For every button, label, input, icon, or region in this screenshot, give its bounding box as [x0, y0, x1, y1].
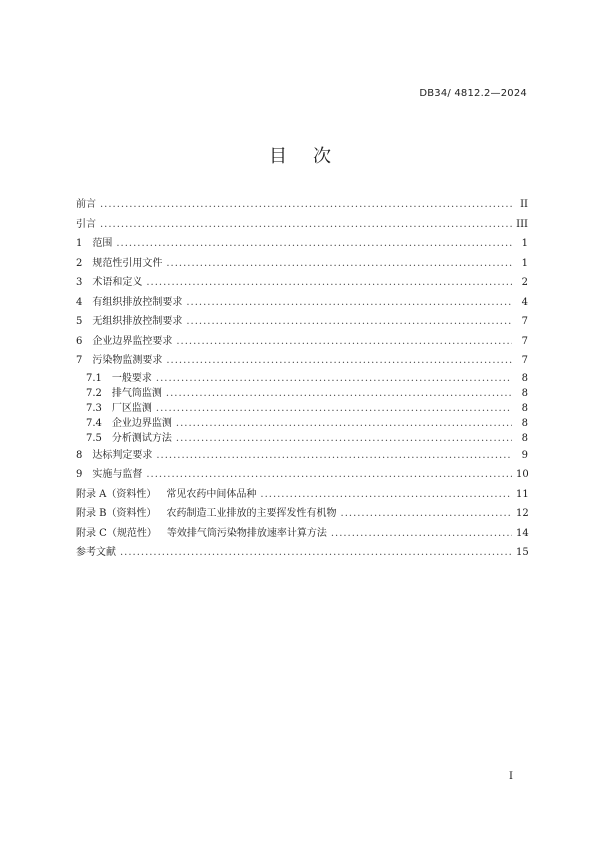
toc-entry-number: 9 [76, 469, 83, 480]
toc-entry-label: 常见农药中间体品种 [166, 488, 257, 500]
toc-entry-page: 14 [516, 527, 529, 539]
toc-entry-page: 4 [521, 296, 528, 308]
page-title: 目次 [269, 146, 357, 167]
toc-entry-page: 9 [521, 449, 528, 461]
toc-entry-label: 引言 [76, 218, 96, 230]
toc-entry-number: 5 [76, 316, 83, 327]
toc-entry-page: 7 [521, 335, 528, 347]
toc-entry-label: 一般要求 [111, 372, 152, 384]
toc-entry-number: 7.3 [86, 402, 102, 414]
toc-leader-dots [100, 195, 512, 215]
toc-entry-page: II [520, 199, 528, 210]
toc-entry-label: 企业边界监测 [111, 417, 172, 429]
toc-entry[interactable] [76, 465, 528, 485]
toc-entry-page: 15 [516, 547, 529, 558]
toc-entry[interactable] [76, 254, 528, 274]
toc-leader-dots [260, 485, 512, 505]
toc-entry-number: 7 [76, 355, 83, 366]
toc-entry-label: 范围 [92, 238, 113, 249]
toc-leader-dots [186, 293, 512, 313]
toc-entry[interactable] [76, 504, 528, 524]
toc-entry-label: 有组织排放控制要求 [92, 296, 183, 308]
toc-entry-page: 7 [521, 316, 528, 327]
toc-entry-page: 8 [521, 387, 528, 399]
toc-entry[interactable] [76, 234, 528, 254]
toc-leader-dots [146, 465, 512, 485]
toc-entry-number: 附录 B（资料性） [76, 508, 157, 519]
toc-leader-dots [176, 431, 512, 446]
toc-entry[interactable] [76, 371, 528, 386]
toc-leader-dots [146, 273, 512, 293]
toc-entry-label: 实施与监督 [92, 469, 143, 480]
toc-entry[interactable] [76, 351, 528, 371]
toc-entry[interactable] [76, 524, 528, 544]
toc-entry-page: 1 [521, 257, 528, 269]
toc-leader-dots [120, 543, 512, 563]
toc-entry-page: 2 [521, 277, 528, 288]
toc-leader-dots [156, 401, 512, 416]
toc-entry[interactable] [76, 273, 528, 293]
toc-entry[interactable] [76, 386, 528, 401]
toc-entry[interactable] [76, 195, 528, 215]
toc-entry-number: 1 [76, 238, 83, 249]
toc-entry-label: 企业边界监控要求 [92, 335, 173, 347]
toc-entry-page: 7 [521, 355, 528, 366]
toc-entry[interactable] [76, 312, 528, 332]
toc-entry-number: 7.4 [86, 417, 102, 429]
toc-entry-number: 附录 C（规范性） [76, 527, 157, 539]
toc-entry-number: 7.1 [86, 372, 102, 384]
toc-entry-page: 8 [521, 372, 528, 384]
toc-entry-label: 污染物监测要求 [92, 355, 163, 366]
toc-entry-page: 8 [521, 432, 528, 444]
page-number: I [509, 771, 513, 782]
toc-entry-page: 1 [521, 238, 528, 249]
toc-entry-number: 4 [76, 296, 83, 308]
toc-entry-page: 11 [516, 488, 529, 500]
toc-entry[interactable] [76, 215, 528, 235]
toc-entry-label: 前言 [76, 199, 96, 210]
toc-entry-number: 8 [76, 449, 83, 461]
toc-leader-dots [166, 254, 512, 274]
toc-leader-dots [116, 234, 512, 254]
toc-entry-label: 等效排气筒污染物排放速率计算方法 [166, 527, 327, 539]
toc-entry-label: 厂区监测 [111, 402, 152, 414]
toc-entry-label: 分析测试方法 [111, 432, 172, 444]
document-code: DB34/ 4812.2—2024 [419, 88, 527, 99]
toc-entry[interactable] [76, 416, 528, 431]
toc-entry-label: 参考文献 [76, 547, 116, 558]
toc-leader-dots [341, 504, 512, 524]
toc-entry-number: 6 [76, 335, 83, 347]
toc-leader-dots [166, 386, 512, 401]
toc-entry[interactable] [76, 543, 528, 563]
toc-leader-dots [156, 446, 512, 466]
toc-entry-label: 达标判定要求 [92, 449, 153, 461]
toc-entry[interactable] [76, 401, 528, 416]
toc-entry-page: 8 [521, 417, 528, 429]
toc-entry-page: III [516, 218, 528, 230]
toc-leader-dots [331, 524, 512, 544]
toc-entry[interactable] [76, 446, 528, 466]
toc-entry-page: 12 [516, 508, 529, 519]
toc-entry-label: 排气筒监测 [111, 387, 162, 399]
toc-leader-dots [186, 312, 512, 332]
toc-leader-dots [100, 215, 512, 235]
toc-entry[interactable] [76, 332, 528, 352]
table-of-contents [76, 195, 528, 563]
toc-leader-dots [156, 371, 512, 386]
toc-leader-dots [176, 332, 512, 352]
toc-entry[interactable] [76, 293, 528, 313]
toc-entry-label: 农药制造工业排放的主要挥发性有机物 [166, 508, 337, 519]
toc-entry-label: 术语和定义 [92, 277, 143, 288]
toc-entry-page: 8 [521, 402, 528, 414]
toc-entry[interactable] [76, 485, 528, 505]
toc-leader-dots [166, 351, 512, 371]
toc-entry-label: 无组织排放控制要求 [92, 316, 183, 327]
toc-entry-page: 10 [516, 469, 529, 480]
toc-entry-number: 3 [76, 277, 83, 288]
toc-entry-number: 7.5 [86, 432, 102, 444]
toc-entry-number: 2 [76, 257, 83, 269]
toc-entry-number: 附录 A（资料性） [76, 488, 157, 500]
toc-leader-dots [176, 416, 512, 431]
toc-entry[interactable] [76, 431, 528, 446]
toc-entry-label: 规范性引用文件 [92, 257, 163, 269]
toc-entry-number: 7.2 [86, 387, 102, 399]
